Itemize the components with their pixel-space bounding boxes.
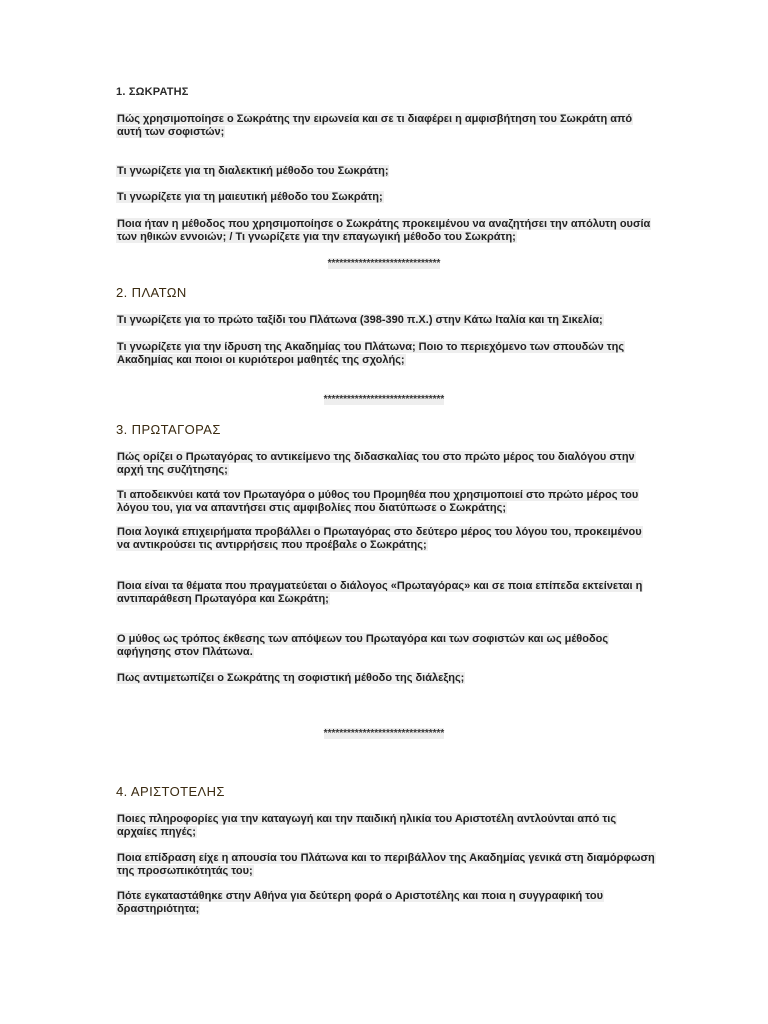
section-heading-protagoras: 3. ΠΡΩΤΑΓΟΡΑΣ — [116, 422, 221, 437]
question-protagoras-1: Πώς ορίζει ο Πρωταγόρας το αντικείμενο της διδασκαλίας του στο πρώτο μέρος του διαλόγου στην αρχή της συζήτησης; — [117, 451, 635, 476]
question-aristotle-3: Πότε εγκαταστάθηκε στην Αθήνα για δεύτερη φορά ο Αριστοτέλης και ποια η συγγραφική του δραστηριότητα; — [117, 890, 604, 915]
question-protagoras-4: Ποια είναι τα θέματα που πραγματεύεται ο διάλογος «Πρωταγόρας» και σε ποια επίπεδα εκτείνεται η αντιπαράθεση Πρωταγόρα και Σωκράτη; — [117, 580, 643, 605]
question-socrates-4: Ποια ήταν η μέθοδος που χρησιμοποίησε ο Σωκράτης προκειμένου να αναζητήσει την απόλυτη ουσία των ηθικών εννοιών; / Τι γνωρίζετε για την επαγωγική μέθοδο του Σωκράτη; — [117, 218, 651, 243]
separator-3: ******************************* — [323, 728, 445, 739]
question-protagoras-6: Πως αντιμετωπίζει ο Σωκράτης τη σοφιστική μέθοδο της διάλεξης; — [117, 672, 465, 684]
separator-1: ***************************** — [327, 258, 441, 269]
question-protagoras-5: Ο μύθος ως τρόπος έκθεσης των απόψεων του Πρωταγόρα και των σοφιστών και ως μέθοδος αφήγησης στον Πλάτωνα. — [117, 633, 609, 658]
section-heading-socrates: 1. ΣΩΚΡΑΤΗΣ — [116, 86, 189, 98]
question-plato-2: Τι γνωρίζετε για την ίδρυση της Ακαδημίας του Πλάτωνα; Ποιο το περιεχόμενο των σπουδών της Ακαδημίας και ποιοι οι κυριότεροι μαθητές της σχολής; — [117, 341, 625, 366]
question-socrates-3: Τι γνωρίζετε για τη μαιευτική μέθοδο του Σωκράτη; — [117, 191, 383, 203]
separator-2: ******************************* — [323, 394, 445, 405]
section-heading-plato: 2. ΠΛΑΤΩΝ — [116, 285, 187, 300]
question-protagoras-3: Ποια λογικά επιχειρήματα προβάλλει ο Πρωταγόρας στο δεύτερο μέρος του λόγου του, προκειμένου να αντικρούσει τις αντιρρήσεις που προέβαλε ο Σωκράτης; — [117, 526, 642, 551]
question-plato-1: Τι γνωρίζετε για το πρώτο ταξίδι του Πλάτωνα (398-390 π.Χ.) στην Κάτω Ιταλία και τη Σικελία; — [117, 314, 603, 326]
question-socrates-2: Τι γνωρίζετε για τη διαλεκτική μέθοδο του Σωκράτη; — [117, 165, 389, 177]
question-protagoras-2: Τι αποδεικνύει κατά τον Πρωταγόρα ο μύθος του Προμηθέα που χρησιμοποιεί στο πρώτο μέρος του λόγου του, για να απαντήσει στις αμφιβολίες που διατύπωσε ο Σωκράτης; — [117, 489, 639, 514]
question-aristotle-2: Ποια επίδραση είχε η απουσία του Πλάτωνα και το περιβάλλον της Ακαδημίας γενικά στη διαμόρφωση της προσωπικότητάς του; — [117, 852, 655, 877]
section-heading-aristotle: 4. ΑΡΙΣΤΟΤΕΛΗΣ — [116, 784, 225, 799]
question-aristotle-1: Ποιες πληροφορίες για την καταγωγή και την παιδική ηλικία του Αριστοτέλη αντλούνται από τις αρχαίες πηγές; — [117, 813, 617, 838]
question-socrates-1: Πώς χρησιμοποίησε ο Σωκράτης την ειρωνεία και σε τι διαφέρει η αμφισβήτηση του Σωκράτη από αυτή των σοφιστών; — [117, 113, 633, 138]
